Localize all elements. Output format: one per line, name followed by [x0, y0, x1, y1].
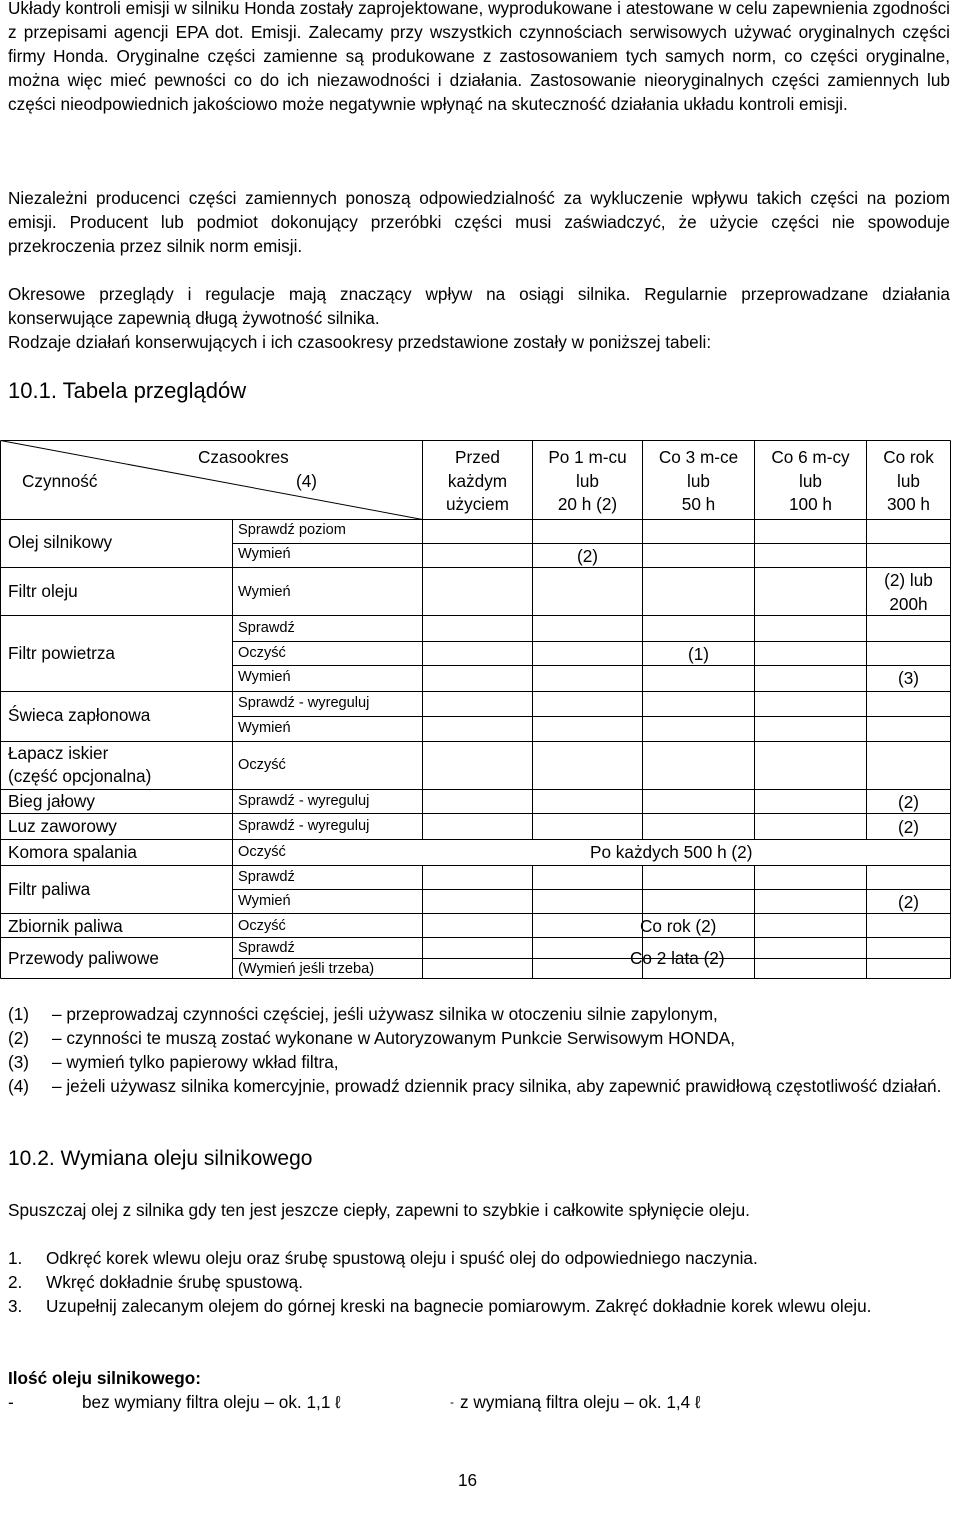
row-filtr-powietrza-action-3: Wymień	[238, 669, 291, 685]
row-bieg-mark: (2)	[897, 792, 919, 812]
row-lapacz-name-2: (część opcjonalna)	[8, 766, 152, 786]
row-olej-mark: (2)	[576, 546, 598, 566]
row-filtr-paliwa-name: Filtr paliwa	[8, 879, 91, 899]
row-filtr-powietrza-mark-3: (3)	[897, 668, 919, 688]
row-filtr-paliwa-action-2: Wymień	[238, 893, 291, 909]
row-olej-name: Olej silnikowy	[8, 532, 113, 552]
row-luz-mark: (2)	[897, 817, 919, 837]
row-filtr-powietrza-action-2: Oczyść	[238, 645, 286, 661]
row-przewody-action-2: (Wymień jeśli trzeba)	[238, 961, 375, 977]
header-rok: Co rok lub 300 h	[883, 447, 934, 514]
section-title-10-1: 10.1. Tabela przeglądów	[8, 378, 247, 403]
row-komora-name: Komora spalania	[8, 842, 137, 862]
oil-quantity-without-filter: bez wymiany filtra oleju – ok. 1,1 ℓ	[82, 1392, 341, 1412]
intro-paragraph-4: Rodzaje działań konserwujących i ich czasookresy przedstawione zostały w poniższej tabeli:	[8, 332, 712, 352]
document-page: Układy kontroli emisji w silniku Honda zostały zaprojektowane, wyprodukowane i atestowane w celu zapewnienia zgodności z przepisami agencji EPA dot. Emisji. Zalecamy przy wszystkich czynnościach serwisowych używać oryginalnych części firmy Honda. Oryginalne części zamienne są produkowane z zastosowaniem tych samych norm, co części oryginalne, można więc mieć pewności co do ich niezawodności i działania. Zastosowanie nieoryginalnych części zamiennych lub części nieodpowiednich jakościowo może negatywnie wpłynąć na skuteczność działania układu kontroli emisji. Niezależni producenci części zamiennych ponoszą odpowiedzialność za wykluczenie wpływu takich części na poziom emisji. Producent lub podmiot dokonujący przeróbki części musi zaświadczyć, że użycie części nie spowoduje przekroczenia przez silnik norm emisji. Okresowe przeglądy i regulacje mają znaczący wpływ na osiągi silnika. Regularnie przeprowadzane działania konserwujące zapewnią długą żywotność silnika. Rodzaje działań konserwujących i ich czasookresy przedstawione zostały w poniższej tabeli: 10.1. Tabela przeglądów Czynność Czasookres (4) Przed każdym użyciem Po 1 m-cu lub 20 h (2) Co 3 m-ce lub 50 h Co 6 m-cy lub 100 h Co rok lub 300 h Olej silnikowy Sprawdź poziom Wymień (2) Filtr oleju Wymień (2) lub 200h Filtr powietrza Sprawdź Oczyść (1) Wymień (3) Świeca zapłonowa Sprawdź - wyreguluj Wymień Łapacz iskier (część opcjonalna) Oczyść Bieg jałowy Sprawdź - wyreguluj (2) Luz zaworowy Sprawdź - wyreguluj (2) Komora spalania Oczyść Po każdych 500 h (2) Filtr paliwa Sprawdź Wymień (2) Zbiornik paliwa Oczyść Co rok (2) Przewody paliwowe Sprawdź (Wymień jeśli trzeba) Co 2 lata (2) (1) – przeprowadzaj czynności częściej, jeśli używasz silnika w otoczeniu silnie zapylonym, (2) – czynności te muszą zostać wykonane w Autoryzowanym Punkcie Serwisowym HONDA, (3) – wymień tylko papierowy wkład filtra, (4) – jeżeli używasz silnika komercyjnie, prowadź dziennik pracy silnika, aby zapewnić prawidłową częstotliwość działań. 10.2. Wymiana oleju silnikowego Spuszczaj olej z silnika gdy ten jest jeszcze ciepły, zapewni to szybkie i całkowite spłynięcie oleju. 1. Odkręć korek wlewu oleju oraz śrubę spustową oleju i spuść olej do odpowiedniego naczynia. 2. Wkręć dokładnie śrubę spustową. 3. Uzupełnij zalecanym olejem do górnej kreski na bagnecie pomiarowym. Zakręć dokładnie korek wlewu oleju. Ilość oleju silnikowego: - bez wymiany filtra oleju – ok. 1,1 ℓ - z wymianą filtra oleju – ok. 1,4 ℓ 16	[0, 0, 960, 1518]
section-title-10-2: 10.2. Wymiana oleju silnikowego	[8, 1147, 313, 1170]
row-olej-action-1: Sprawdź poziom	[238, 522, 346, 538]
row-bieg-name: Bieg jałowy	[8, 791, 95, 811]
row-swieca-action-1: Sprawdź - wyreguluj	[238, 695, 370, 711]
row-przewody-name: Przewody paliwowe	[8, 948, 159, 968]
page-number: 16	[458, 1470, 478, 1490]
header-6-miesiecy: Co 6 m-cy lub 100 h	[771, 447, 850, 514]
row-lapacz-name-1: Łapacz iskier	[8, 743, 109, 763]
header-czynnosc: Czynność	[22, 471, 98, 491]
header-1-miesiac: Po 1 m-cu lub 20 h (2)	[548, 447, 627, 514]
header-3-miesiace: Co 3 m-ce lub 50 h	[658, 447, 739, 514]
oil-quantity-line: - bez wymiany filtra oleju – ok. 1,1 ℓ - z wymianą filtra oleju – ok. 1,4 ℓ	[8, 1392, 701, 1412]
header-czasookres-note: (4)	[296, 471, 318, 491]
row-filtr-oleju-action: Wymień	[238, 584, 291, 600]
row-przewody-action-1: Sprawdź	[238, 940, 295, 956]
intro-paragraph-3: Okresowe przeglądy i regulacje mają znaczący wpływ na osiągi silnika. Regularnie przeprowadzane działania konserwujące zapewnią długą żywotność silnika.	[8, 284, 950, 328]
row-filtr-paliwa-mark: (2)	[897, 892, 919, 912]
row-zbiornik-action: Oczyść	[238, 918, 286, 934]
row-filtr-oleju-mark-2: 200h	[889, 594, 928, 614]
intro-paragraph-1: Układy kontroli emisji w silniku Honda zostały zaprojektowane, wyprodukowane i atestowane w celu zapewnienia zgodności z przepisami agencji EPA dot. Emisji. Zalecamy przy wszystkich czynnościach serwisowych używać oryginalnych części firmy Honda. Oryginalne części zamienne są produkowane z zastosowaniem tych samych norm, co części oryginalne, można więc mieć pewności co do ich niezawodności i działania. Zastosowanie nieoryginalnych części zamiennych lub części nieodpowiednich jakościowo może negatywnie wpłynąć na skuteczność działania układu kontroli emisji.	[8, 0, 950, 114]
row-filtr-oleju-name: Filtr oleju	[8, 581, 78, 601]
row-filtr-powietrza-name: Filtr powietrza	[8, 643, 115, 663]
row-zbiornik-interval: Co rok (2)	[640, 916, 717, 936]
row-zbiornik-name: Zbiornik paliwa	[8, 916, 123, 936]
row-swieca-name: Świeca zapłonowa	[8, 705, 151, 725]
row-komora-interval: Po każdych 500 h (2)	[590, 842, 753, 862]
row-filtr-powietrza-mark-2: (1)	[687, 644, 709, 664]
row-swieca-action-2: Wymień	[238, 720, 291, 736]
row-przewody-interval: Co 2 lata (2)	[630, 948, 725, 968]
row-olej-action-2: Wymień	[238, 546, 291, 562]
row-luz-name: Luz zaworowy	[8, 816, 117, 836]
row-lapacz-action: Oczyść	[238, 757, 286, 773]
header-przed-uzyciem: Przed każdym użyciem	[445, 447, 510, 514]
row-filtr-oleju-mark-1: (2) lub	[884, 570, 933, 590]
row-bieg-action: Sprawdź - wyreguluj	[238, 793, 370, 809]
row-filtr-powietrza-action-1: Sprawdź	[238, 620, 295, 636]
intro-paragraph-2: Niezależni producenci części zamiennych ponoszą odpowiedzialność za wykluczenie wpływu takich części na poziom emisji. Producent lub podmiot dokonujący przeróbki części musi zaświadczyć, że użycie części nie spowoduje przekroczenia przez silnik norm emisji.	[8, 188, 950, 256]
row-luz-action: Sprawdź - wyreguluj	[238, 818, 370, 834]
section-10-2-intro: Spuszczaj olej z silnika gdy ten jest jeszcze ciepły, zapewni to szybkie i całkowite spłynięcie oleju.	[8, 1200, 750, 1220]
header-czasookres: Czasookres	[198, 447, 289, 467]
oil-quantity-title: Ilość oleju silnikowego:	[8, 1368, 201, 1388]
oil-quantity-with-filter: z wymianą filtra oleju – ok. 1,4 ℓ	[460, 1392, 701, 1412]
row-komora-action: Oczyść	[238, 844, 286, 860]
row-filtr-paliwa-action-1: Sprawdź	[238, 869, 295, 885]
